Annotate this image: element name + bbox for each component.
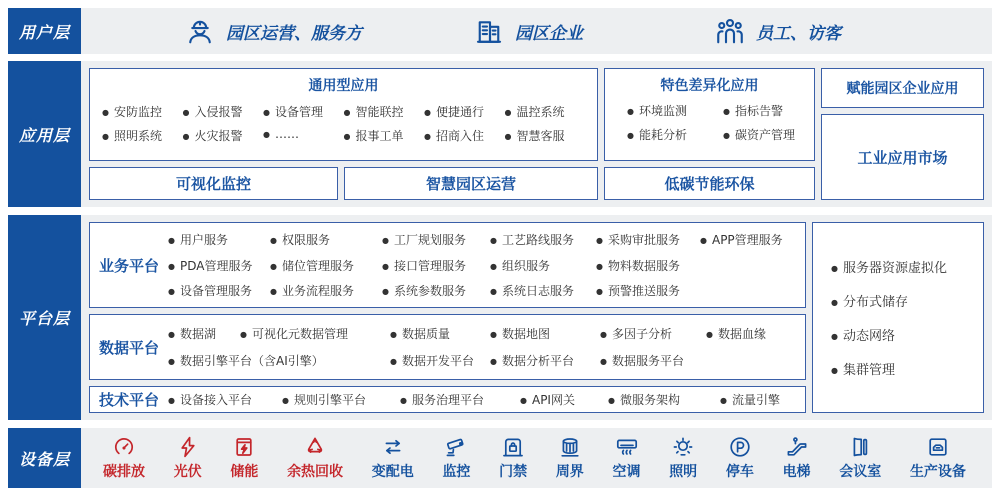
app-item: ● 入侵报警 — [183, 103, 264, 120]
special-app-row — [627, 126, 804, 143]
service-item: ● 微服务架构 — [608, 391, 720, 408]
app-item: ● 智能联控 — [344, 103, 425, 120]
bolt-icon — [176, 435, 200, 459]
infra-item: ● 服务器资源虚拟化 — [831, 257, 983, 276]
app-item: ● …… — [263, 127, 344, 144]
worker-icon — [185, 16, 215, 46]
app-item: ● 设备管理 — [263, 103, 344, 120]
general-applications-box — [89, 68, 598, 161]
device-label: 碳排放 — [103, 464, 145, 480]
user-layer-content — [81, 8, 992, 54]
visual-monitoring-box: 可视化监控 — [89, 167, 338, 200]
device-power-distribution — [372, 435, 414, 481]
service-item: ● 多因子分析 — [600, 325, 706, 342]
special-app-items — [615, 95, 804, 150]
device-layer-band — [8, 428, 992, 488]
service-item: ● APP管理服务 — [700, 231, 805, 248]
data-platform-box — [89, 314, 806, 380]
service-item: ● 流量引擎 — [720, 391, 805, 408]
device-label: 空调 — [612, 464, 641, 480]
service-item: ● 数据引擎平台（含AI引擎） — [168, 352, 390, 369]
device-photovoltaic — [174, 435, 202, 481]
service-item: ● 工艺路线服务 — [490, 231, 596, 248]
platform-section-title: 业务平台 — [98, 256, 159, 275]
box-title: 特色差异化应用 — [660, 78, 759, 94]
application-layer-band — [8, 61, 992, 207]
low-carbon-box: 低碳节能环保 — [604, 167, 815, 200]
device-layer-content — [81, 428, 992, 488]
box-title: 通用型应用 — [308, 78, 379, 94]
platform-section-title: 数据平台 — [98, 338, 159, 357]
service-item: ● 数据质量 — [390, 325, 490, 342]
platform-section-title: 技术平台 — [98, 391, 159, 409]
service-item: ● 规则引擎平台 — [282, 391, 400, 408]
app-item: ● 温控系统 — [505, 103, 586, 120]
service-item: ● 数据地图 — [490, 325, 600, 342]
app-item: ● 火灾报警 — [183, 127, 264, 144]
device-perimeter — [556, 435, 584, 481]
device-label: 照明 — [669, 464, 698, 480]
service-item: ● 数据开发平台 — [390, 352, 490, 369]
service-row — [168, 282, 805, 299]
user-group-label: 园区运营、服务方 — [226, 23, 362, 44]
device-label: 生产设备 — [909, 464, 966, 480]
business-platform-items — [168, 223, 805, 307]
business-platform-box — [89, 222, 806, 308]
device-label: 储能 — [230, 464, 259, 480]
user-group-enterprises — [474, 16, 583, 46]
app-item: ● 环境监测 — [627, 102, 723, 119]
service-item: ● 用户服务 — [168, 231, 270, 248]
device-surveillance — [442, 435, 470, 481]
user-group-operators — [185, 16, 362, 46]
device-lighting — [669, 435, 697, 481]
device-label: 停车 — [725, 464, 754, 480]
service-item: ● 接口管理服务 — [382, 257, 490, 274]
service-item: ● 预警推送服务 — [596, 282, 700, 299]
infrastructure-box — [812, 222, 984, 413]
service-item: ● 系统参数服务 — [382, 282, 490, 299]
app-left-column — [89, 68, 598, 200]
recycle-icon — [303, 435, 327, 459]
service-item: ● 系统日志服务 — [490, 282, 596, 299]
app-right-column — [821, 68, 984, 200]
lock-icon — [501, 435, 525, 459]
service-item: ● 数据湖 — [168, 325, 240, 342]
parking-icon — [728, 435, 752, 459]
service-row — [168, 325, 805, 342]
infra-item: ● 动态网络 — [831, 325, 983, 344]
service-row — [168, 231, 805, 248]
app-item: ● 报事工单 — [344, 127, 425, 144]
service-item: ● 设备接入平台 — [168, 391, 282, 408]
general-app-items — [102, 95, 585, 152]
special-applications-box — [604, 68, 815, 161]
infra-item: ● 分布式储存 — [831, 291, 983, 310]
general-app-row — [102, 103, 585, 120]
app-item: ● 指标告警 — [723, 102, 804, 119]
service-item: ● 可视化元数据管理 — [240, 325, 390, 342]
battery-icon — [232, 435, 256, 459]
user-group-staff-visitors — [715, 16, 841, 46]
device-parking — [726, 435, 754, 481]
people-icon — [715, 16, 745, 46]
data-platform-items — [168, 315, 805, 379]
door-icon — [848, 435, 872, 459]
layer-label-device: 设备层 — [8, 428, 81, 488]
service-item: ● 数据血缘 — [706, 325, 805, 342]
device-label: 余热回收 — [287, 464, 344, 480]
device-production-equipment — [910, 435, 966, 481]
app-item: ● 安防监控 — [102, 103, 183, 120]
device-meeting-room — [839, 435, 881, 481]
escalator-icon — [785, 435, 809, 459]
service-item: ● 工厂规划服务 — [382, 231, 490, 248]
platform-layer-band — [8, 215, 992, 420]
device-access-control — [499, 435, 527, 481]
camera-icon — [444, 435, 468, 459]
service-item: ● 采购审批服务 — [596, 231, 700, 248]
app-item: ● 照明系统 — [102, 127, 183, 144]
general-app-row — [102, 127, 585, 144]
platform-layer-content — [81, 215, 992, 420]
infra-item: ● 集群管理 — [831, 359, 983, 378]
service-item: ● 业务流程服务 — [270, 282, 382, 299]
device-label: 电梯 — [782, 464, 811, 480]
device-hvac — [613, 435, 641, 481]
application-layer-content — [81, 61, 992, 207]
special-app-row — [627, 102, 804, 119]
app-item: ● 招商入住 — [424, 127, 505, 144]
app-item: ● 便捷通行 — [424, 103, 505, 120]
app-item: ● 碳资产管理 — [723, 126, 804, 143]
device-label: 门禁 — [499, 464, 528, 480]
service-row — [168, 391, 805, 408]
service-item: ● 数据服务平台 — [600, 352, 706, 369]
layer-label-user: 用户层 — [8, 8, 81, 54]
service-row — [168, 257, 805, 274]
layer-label-application: 应用层 — [8, 61, 81, 207]
arrows-icon — [381, 435, 405, 459]
service-item: ● 设备管理服务 — [168, 282, 270, 299]
device-label: 监控 — [442, 464, 471, 480]
service-item: ● 物料数据服务 — [596, 257, 700, 274]
gauge-icon — [112, 435, 136, 459]
platform-left-column — [89, 222, 806, 413]
service-item: ● PDA管理服务 — [168, 257, 270, 274]
user-layer-band — [8, 8, 992, 54]
building-icon — [474, 16, 504, 46]
light-icon — [671, 435, 695, 459]
tech-platform-items — [168, 387, 805, 412]
device-carbon-emission — [103, 435, 145, 481]
empower-enterprise-box: 赋能园区企业应用 — [821, 68, 984, 108]
app-item: ● 智慧客服 — [505, 127, 586, 144]
user-group-label: 员工、访客 — [756, 23, 841, 44]
device-waste-heat-recovery — [287, 435, 343, 481]
device-elevator — [783, 435, 811, 481]
service-item: ● 服务治理平台 — [400, 391, 520, 408]
service-item: ● 组织服务 — [490, 257, 596, 274]
industry-app-market-box: 工业应用市场 — [821, 114, 984, 200]
app-middle-column — [604, 68, 815, 200]
service-row — [168, 352, 805, 369]
device-label: 会议室 — [839, 464, 882, 480]
smart-park-operation-box: 智慧园区运营 — [344, 167, 598, 200]
service-item: ● 储位管理服务 — [270, 257, 382, 274]
service-item: ● 数据分析平台 — [490, 352, 600, 369]
drum-icon — [558, 435, 582, 459]
ac-icon — [615, 435, 639, 459]
layer-label-platform: 平台层 — [8, 215, 81, 420]
tech-platform-box — [89, 386, 806, 413]
machine-icon — [926, 435, 950, 459]
device-label: 变配电 — [371, 464, 414, 480]
device-label: 周界 — [555, 464, 584, 480]
device-label: 光伏 — [173, 464, 202, 480]
app-item: ● 能耗分析 — [627, 126, 723, 143]
user-group-label: 园区企业 — [515, 23, 583, 44]
service-item: ● 权限服务 — [270, 231, 382, 248]
service-item: ● API网关 — [520, 391, 608, 408]
device-energy-storage — [230, 435, 258, 481]
app-sub-row — [89, 167, 598, 200]
